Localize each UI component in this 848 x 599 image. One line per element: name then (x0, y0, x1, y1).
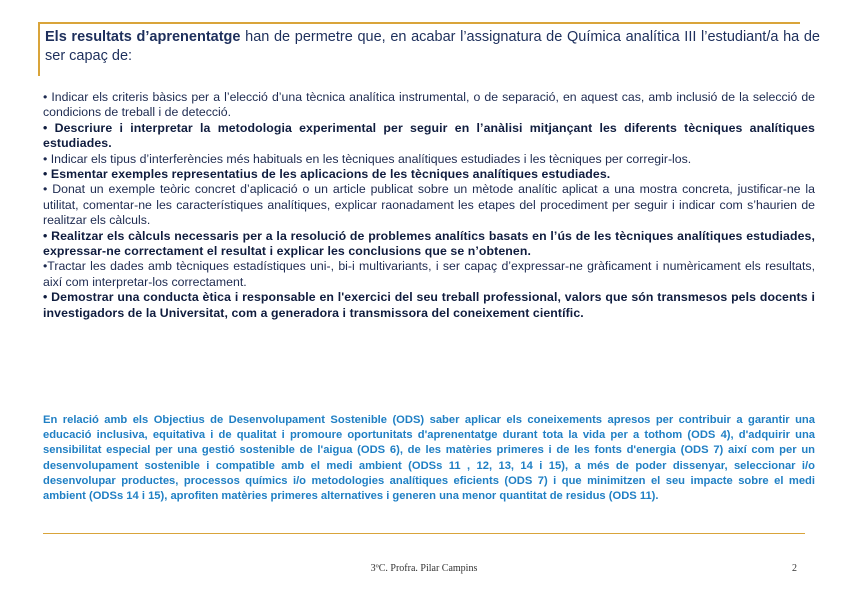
outcome-item: • Donat un exemple teòric concret d’aplicació o un article publicat sobre un mètode analític aplicat a una mostra concreta, justificar-ne la utilitat, comentar-ne les característiques analítiques, explicar raonadament les etapes del procediment per seguir i indicar com s’haurien de realitzar els càlculs. (43, 182, 815, 228)
title-box (38, 22, 820, 76)
outcome-item: • Esmentar exemples representatius de les aplicacions de les tècniques analítiques estudiades. (43, 167, 611, 182)
title-bold: Els resultats d’aprenentatge (45, 29, 241, 45)
title-rest: han de permetre que, en acabar l’assignatura de Química analítica III l’estudiant/a ha de ser capaç de: (45, 29, 820, 64)
outcome-item: • Descriure i interpretar la metodologia experimental per seguir en l’anàlisi mitjançant les diferents tècniques analítiques estudiades. (43, 120, 815, 151)
outcome-item: • Indicar els criteris bàsics per a l’elecció d’una tècnica analítica instrumental, o de separació, en aquest cas, amb inclusió de la selecció de condicions de treball i de detecció. (43, 90, 815, 120)
learning-outcomes-list (43, 90, 815, 321)
outcome-item: • Indicar els tipus d’interferències més habituals en les tècniques analítiques estudiades i les tècniques per corregir-los. (43, 151, 692, 166)
ods-paragraph: En relació amb els Objectius de Desenvolupament Sostenible (ODS) saber aplicar els coneixements apresos per contribuir a garantir una educació inclusiva, equitativa i de qualitat i promoure oportunitats d'aprenentatge durant tota la vida per a tothom (ODS 4), d'adquirir una sensibilitat especial per una gestió sostenible de l'aigua (ODS 6), de les matèries primeres i de les fonts d'energia (ODS 7) així com per un desenvolupament sostenible i compatible amb el medi ambient (ODSs 11 , 12, 13, 14 i 15), a més de poder dissenyar, seleccionar i/o desenvolupar productes, processos químics i/o metodologies analítiques eficients (ODS 7) i que minimitzen el seu impacte sobre el medi ambient (ODSs 14 i 15), aprofiten matèries primeres alternatives i generen una menor quantitat de residus (ODS 11). (43, 414, 815, 503)
bottom-rule (43, 533, 805, 534)
outcome-item: •Tractar les dades amb tècniques estadístiques uni-, bi-i multivariants, i ser capaç d’expressar-ne gràficament i numèricament els resultats, així com interpretar-los correctament. (43, 259, 815, 289)
page-number: 2 (792, 563, 797, 574)
outcome-item: • Realitzar els càlculs necessaris per a la resolució de problemes analítics basats en l’ús de les tècniques analítiques estudiades, expressar-ne correctament el resultat i explicar les conclusions que se n’obtenen. (43, 228, 815, 259)
page-title (45, 28, 820, 66)
footer-author: 3ºC. Profra. Pilar Campins (370, 563, 478, 574)
outcome-item: • Demostrar una conducta ètica i responsable en l'exercici del seu treball professional, valors que són transmesos pels docents i investigadors de la Universitat, com a generadora i transmissora del coneixement científic. (43, 290, 815, 320)
title-top-rule (40, 22, 800, 24)
